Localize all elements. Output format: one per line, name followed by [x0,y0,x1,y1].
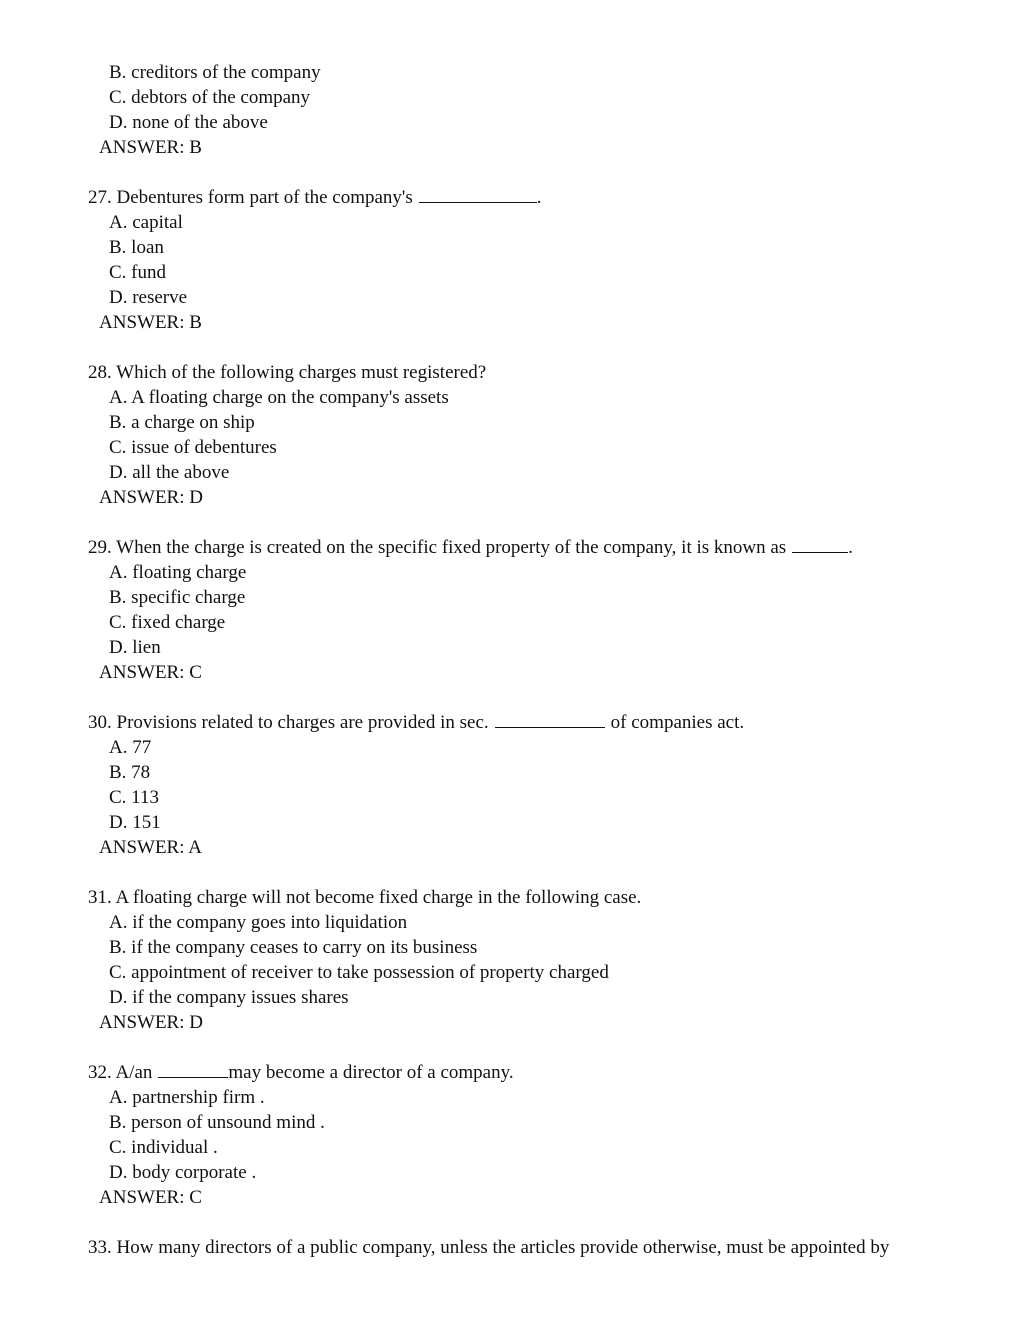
answer: ANSWER: C [99,662,202,683]
spacer [0,335,1020,360]
answer-blank [419,187,537,203]
question-text: 31. A floating charge will not become fixed charge in the following case. [88,887,642,908]
answer: ANSWER: C [99,1187,202,1208]
option-b: B. if the company ceases to carry on its business [109,937,478,958]
spacer [0,860,1020,885]
answer-blank [495,712,605,728]
question-26 [0,60,1020,160]
answer: ANSWER: A [99,837,202,858]
question-text [0,1060,1020,1085]
option-c: C. individual . [109,1137,218,1158]
question-27 [0,185,1020,335]
option-c: C. 113 [109,787,159,808]
question-text-start: 32. A/an [88,1062,153,1083]
spacer [0,685,1020,710]
question-30 [0,710,1020,860]
question-text-start: 27. Debentures form part of the company's [88,187,413,208]
option-d: D. lien [109,637,161,658]
option-b: B. a charge on ship [109,412,255,433]
option-a: A. capital [109,212,183,233]
option-a: A. A floating charge on the company's assets [109,387,449,408]
question-text-start: 30. Provisions related to charges are provided in sec. [88,712,489,733]
question-text: 28. Which of the following charges must registered? [88,362,487,383]
question-text-start: 29. When the charge is created on the specific fixed property of the company, it is known as [88,537,787,558]
spacer [0,510,1020,535]
option-c: C. fund [109,262,166,283]
question-text-end: . [536,187,542,208]
spacer [0,1210,1020,1235]
question-29 [0,535,1020,685]
question-31 [0,885,1020,1035]
option-d: D. none of the above [109,112,268,133]
option-a: A. if the company goes into liquidation [109,912,408,933]
question-text-end: . [848,537,853,558]
option-d: D. if the company issues shares [109,987,349,1008]
spacer [0,160,1020,185]
option-b: B. specific charge [109,587,246,608]
question-text [0,535,1020,560]
question-text [0,710,1020,735]
answer: ANSWER: B [99,137,202,158]
answer: ANSWER: D [99,487,203,508]
question-32 [0,1060,1020,1210]
option-d: D. reserve [109,287,188,308]
option-b: B. person of unsound mind . [109,1112,325,1133]
option-a: A. 77 [109,737,152,758]
option-b: B. loan [109,237,164,258]
option-c: C. issue of debentures [109,437,277,458]
option-c: C. appointment of receiver to take possession of property charged [109,962,609,983]
option-b: B. 78 [109,762,151,783]
answer-blank [158,1062,228,1078]
answer-blank [792,537,848,553]
question-28 [0,360,1020,510]
question-33 [0,1235,1020,1260]
question-text: 33. How many directors of a public company, unless the articles provide otherwise, must be appointed by [88,1237,890,1258]
answer: ANSWER: B [99,312,202,333]
option-c: C. fixed charge [109,612,226,633]
option-a: A. partnership firm . [109,1087,265,1108]
option-d: D. all the above [109,462,230,483]
question-text-end: of companies act. [610,712,745,733]
option-a: A. floating charge [109,562,247,583]
question-text [0,185,1020,210]
option-c: C. debtors of the company [109,87,311,108]
option-d: D. 151 [109,812,161,833]
quiz-page [0,60,1020,1260]
answer: ANSWER: D [99,1012,203,1033]
spacer [0,1035,1020,1060]
option-d: D. body corporate . [109,1162,257,1183]
option-b: B. creditors of the company [109,62,321,83]
question-text-end: may become a director of a company. [228,1062,514,1083]
